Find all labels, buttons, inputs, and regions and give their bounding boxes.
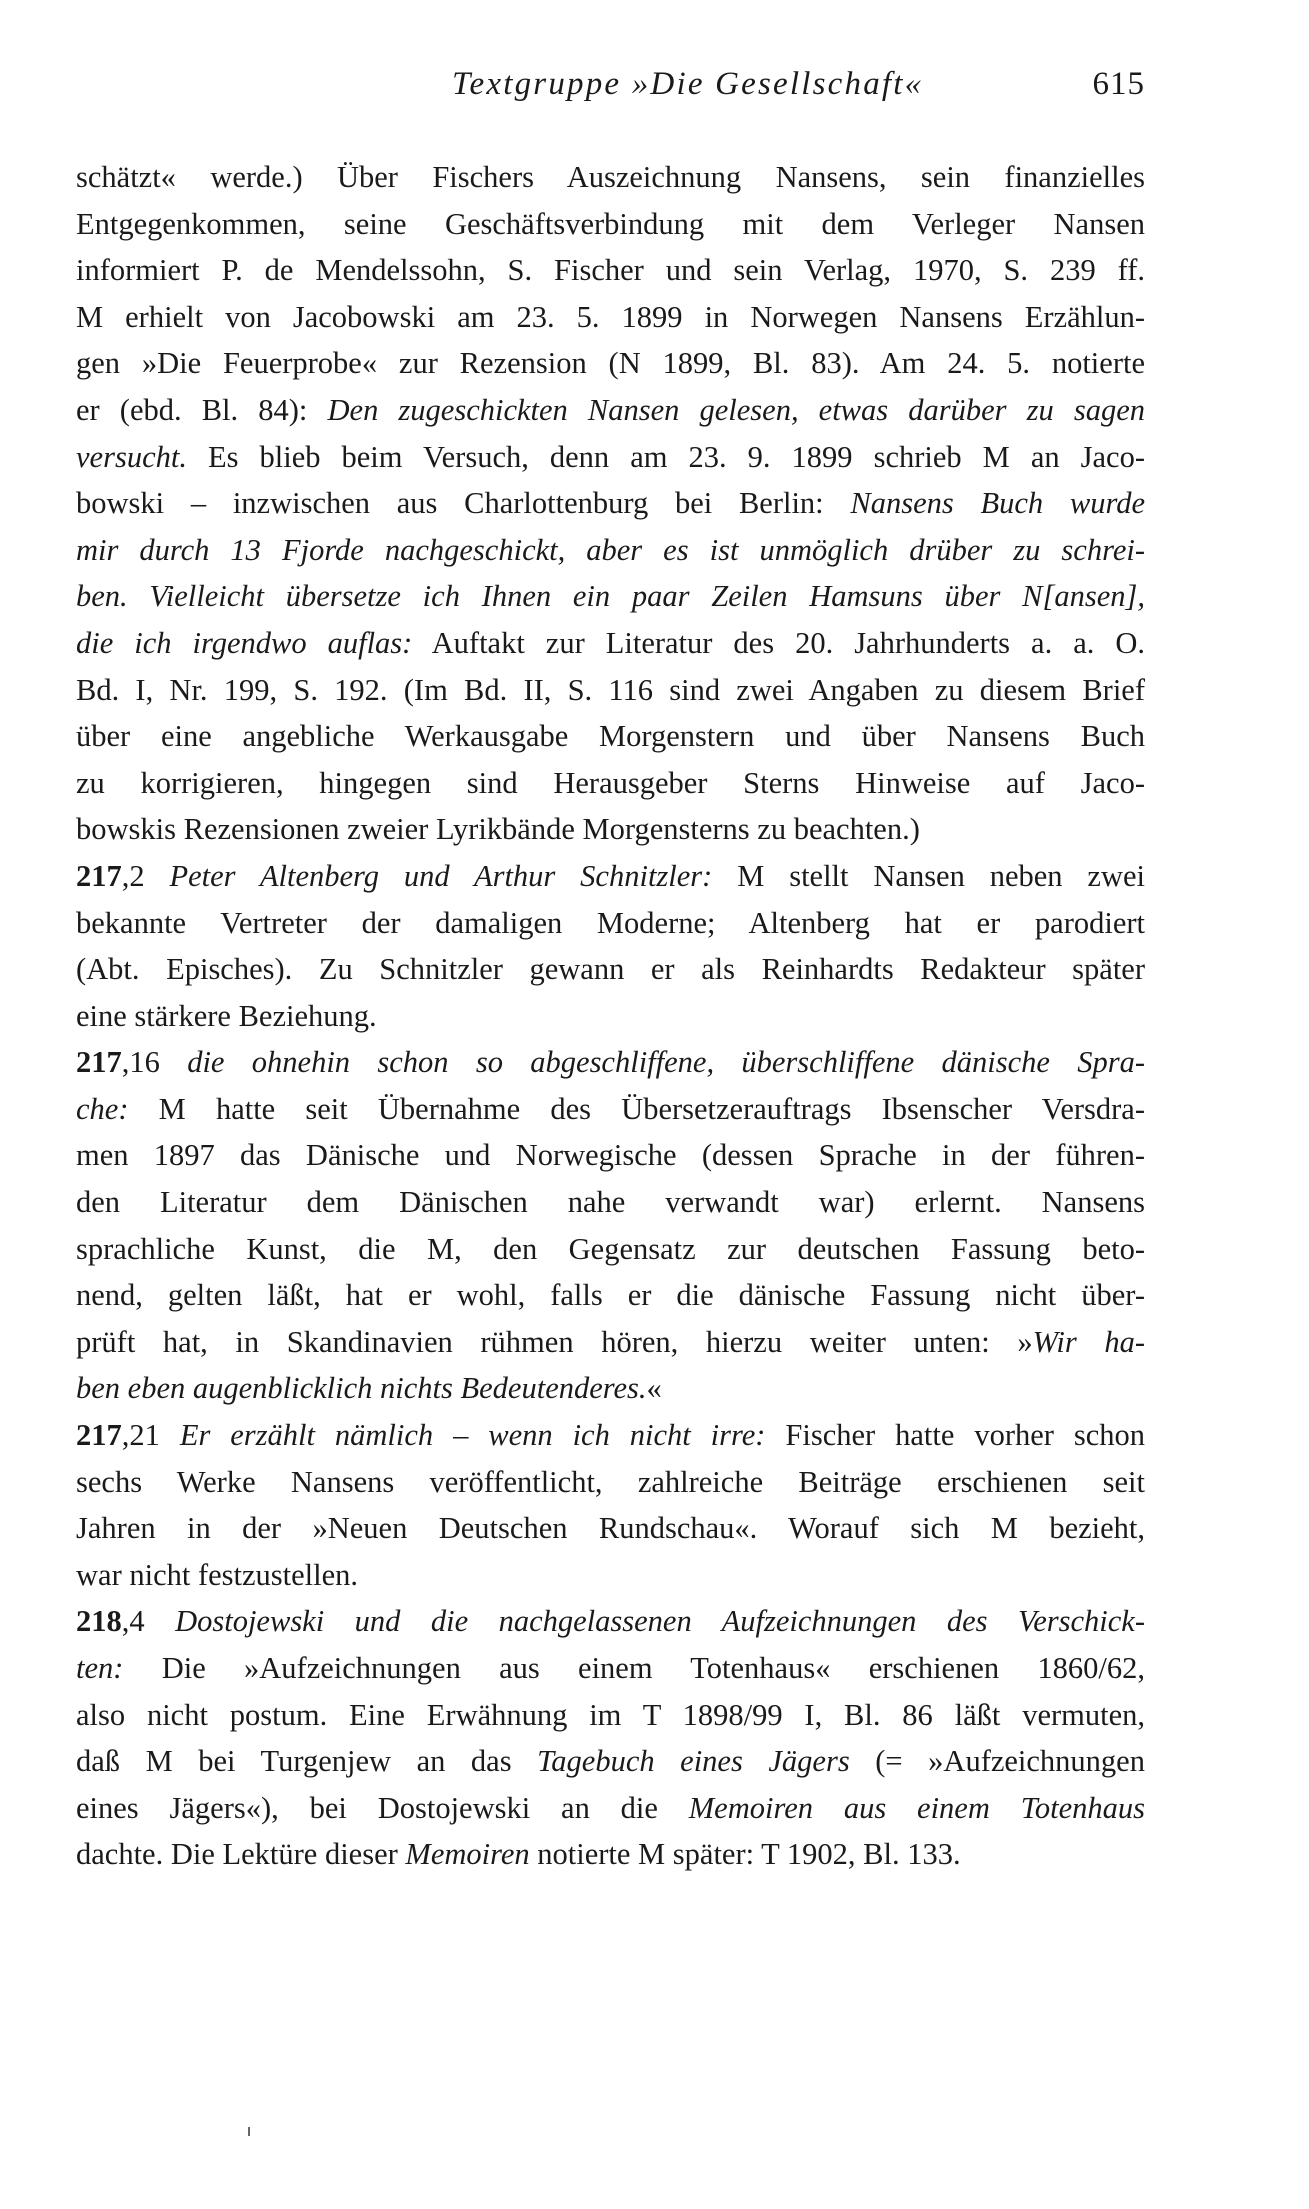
text-line (76, 1785, 1145, 1832)
text-roman: (Abt. Episches). Zu Schnitzler gewann er als Reinhardts Redakteur später (76, 952, 1145, 987)
line-reference-number: 217 (76, 858, 122, 893)
text-roman: informiert P. de Mendelssohn, S. Fischer und sein Verlag, 1970, S. 239 ff. (76, 253, 1145, 288)
text-roman: sprachliche Kunst, die M, den Gegensatz zur deutschen Fassung beto- (76, 1231, 1145, 1266)
text-line (76, 667, 1145, 714)
text-line (76, 573, 1145, 620)
text-roman: Fischer hatte vorher schon (765, 1418, 1146, 1453)
line-reference-number: 218 (76, 1604, 122, 1639)
text-italic: Wir ha- (1032, 1324, 1145, 1359)
text-roman: ,4 (121, 1604, 176, 1639)
running-head (452, 60, 1145, 108)
text-roman: eine stärkere Beziehung. (76, 998, 377, 1033)
text-line (76, 1552, 1145, 1599)
text-italic: mir durch 13 Fjorde nachgeschickt, aber es ist unmöglich drüber zu schrei- (76, 532, 1145, 567)
text-line (76, 527, 1145, 574)
text-line (76, 480, 1145, 527)
text-roman: Jahren in der »Neuen Deutschen Rundschau«. Worauf sich M bezieht, (76, 1511, 1145, 1546)
text-line (76, 1319, 1145, 1366)
text-line (76, 340, 1145, 387)
text-line (76, 946, 1145, 993)
text-line (76, 1692, 1145, 1739)
commentary-text (76, 154, 1145, 1878)
text-roman: Es blieb beim Versuch, denn am 23. 9. 1899 schrieb M an Jaco- (186, 439, 1145, 474)
text-roman: schätzt« werde.) Über Fischers Auszeichnung Nansens, sein finanzielles (76, 160, 1145, 194)
text-line (76, 1179, 1145, 1226)
text-line (76, 1086, 1145, 1133)
line-reference-number: 217 (76, 1418, 122, 1453)
text-roman: men 1897 das Dänische und Norwegische (dessen Sprache in der führen- (76, 1138, 1145, 1173)
text-line (76, 620, 1145, 667)
text-line (76, 1645, 1145, 1692)
text-italic: Er erzählt nämlich – wenn ich nicht irre: (179, 1418, 766, 1453)
text-roman: M hatte seit Übernahme des Übersetzerauftrags Ibsenscher Versdra- (128, 1091, 1145, 1126)
text-roman: prüft hat, in Skandinavien rühmen hören, hierzu weiter unten: » (76, 1324, 1033, 1359)
text-roman: ,2 (121, 858, 170, 893)
print-speck (248, 2127, 250, 2136)
text-roman: er (ebd. Bl. 84): (76, 392, 328, 427)
text-italic: ten: (76, 1651, 124, 1685)
text-roman: M stellt Nansen neben zwei (712, 858, 1145, 893)
text-italic: Peter Altenberg und Arthur Schnitzler: (169, 858, 713, 893)
text-roman: gen »Die Feuerprobe« zur Rezension (N 1899, Bl. 83). Am 24. 5. notierte (76, 346, 1145, 381)
text-roman: Die »Aufzeichnungen aus einem Totenhaus« erschienen 1860/62, (123, 1651, 1145, 1685)
text-italic: Tagebuch eines Jägers (537, 1744, 850, 1779)
running-title: Textgruppe »Die Gesellschaft« (452, 66, 924, 102)
text-roman: ,21 (121, 1418, 180, 1453)
text-roman: notierte M später: T 1902, Bl. 133. (529, 1837, 961, 1872)
text-roman: über eine angebliche Werkausgabe Morgenstern und über Nansens Buch (76, 719, 1145, 754)
text-roman: bekannte Vertreter der damaligen Moderne; Altenberg hat er parodiert (76, 905, 1145, 940)
text-italic: Nansens Buch wurde (850, 486, 1145, 521)
text-line (76, 1412, 1145, 1459)
text-italic: Memoiren (405, 1837, 530, 1872)
text-roman: M erhielt von Jacobowski am 23. 5. 1899 in Norwegen Nansens Erzählun- (76, 299, 1145, 334)
text-roman: Entgegenkommen, seine Geschäftsverbindung mit dem Verleger Nansen (76, 206, 1145, 241)
text-roman: daß M bei Turgenjew an das (76, 1744, 538, 1779)
text-roman: sechs Werke Nansens veröffentlicht, zahlreiche Beiträge erschienen seit (76, 1464, 1145, 1499)
text-line (76, 294, 1145, 341)
text-line (76, 853, 1145, 900)
text-roman: war nicht festzustellen. (76, 1557, 359, 1592)
text-line (76, 760, 1145, 807)
text-roman: Auftakt zur Literatur des 20. Jahrhunderts a. a. O. (412, 625, 1145, 660)
text-line (76, 1226, 1145, 1273)
text-line (76, 993, 1145, 1040)
text-roman: den Literatur dem Dänischen nahe verwandt war) erlernt. Nansens (76, 1185, 1145, 1220)
text-italic: ben. Vielleicht übersetze ich Ihnen ein paar Zeilen Hamsuns über N[ansen], (76, 579, 1145, 614)
text-roman: ,16 (121, 1045, 188, 1080)
page-number: 615 (1092, 66, 1145, 102)
text-line (76, 713, 1145, 760)
text-italic: Dostojewski und die nachgelassenen Aufzeichnungen des Verschick- (175, 1604, 1146, 1639)
text-italic: ben eben augenblicklich nichts Bedeutenderes. (76, 1371, 647, 1406)
text-line (76, 1365, 1145, 1412)
text-line (76, 247, 1145, 294)
text-italic: versucht. (76, 439, 187, 474)
text-roman: zu korrigieren, hingegen sind Herausgeber Sterns Hinweise auf Jaco- (76, 765, 1145, 800)
text-italic: Memoiren aus einem Totenhaus (688, 1790, 1145, 1825)
text-roman: eines Jägers«), bei Dostojewski an die (76, 1790, 689, 1825)
text-line (76, 201, 1145, 248)
text-roman: (= »Aufzeichnungen (849, 1744, 1145, 1779)
text-line (76, 434, 1145, 481)
text-line (76, 806, 1145, 853)
text-line (76, 1598, 1145, 1645)
text-line (76, 1505, 1145, 1552)
text-roman: bowski – inzwischen aus Charlottenburg bei Berlin: (76, 486, 851, 521)
text-line (76, 154, 1145, 201)
text-line (76, 1132, 1145, 1179)
text-italic: che: (76, 1091, 129, 1126)
text-roman: « (646, 1371, 662, 1406)
text-roman: nend, gelten läßt, hat er wohl, falls er die dänische Fassung nicht über- (76, 1278, 1145, 1313)
text-roman: also nicht postum. Eine Erwähnung im T 1898/99 I, Bl. 86 läßt vermuten, (76, 1697, 1145, 1732)
line-reference-number: 217 (76, 1045, 122, 1080)
text-roman: dachte. Die Lektüre dieser (76, 1837, 406, 1872)
text-line (76, 1272, 1145, 1319)
text-line (76, 387, 1145, 434)
text-italic: Den zugeschickten Nansen gelesen, etwas darüber zu sagen (327, 392, 1145, 427)
text-roman: bowskis Rezensionen zweier Lyrikbände Morgensterns zu beachten.) (76, 812, 920, 847)
text-line (76, 1459, 1145, 1506)
text-italic: die ich irgendwo auflas: (76, 625, 413, 660)
text-line (76, 900, 1145, 947)
text-line (76, 1831, 1145, 1878)
text-line (76, 1738, 1145, 1785)
text-italic: die ohnehin schon so abgeschliffene, überschliffene dänische Spra- (187, 1045, 1145, 1080)
text-roman: Bd. I, Nr. 199, S. 192. (Im Bd. II, S. 116 sind zwei Angaben zu diesem Brief (76, 672, 1145, 707)
text-line (76, 1039, 1145, 1086)
